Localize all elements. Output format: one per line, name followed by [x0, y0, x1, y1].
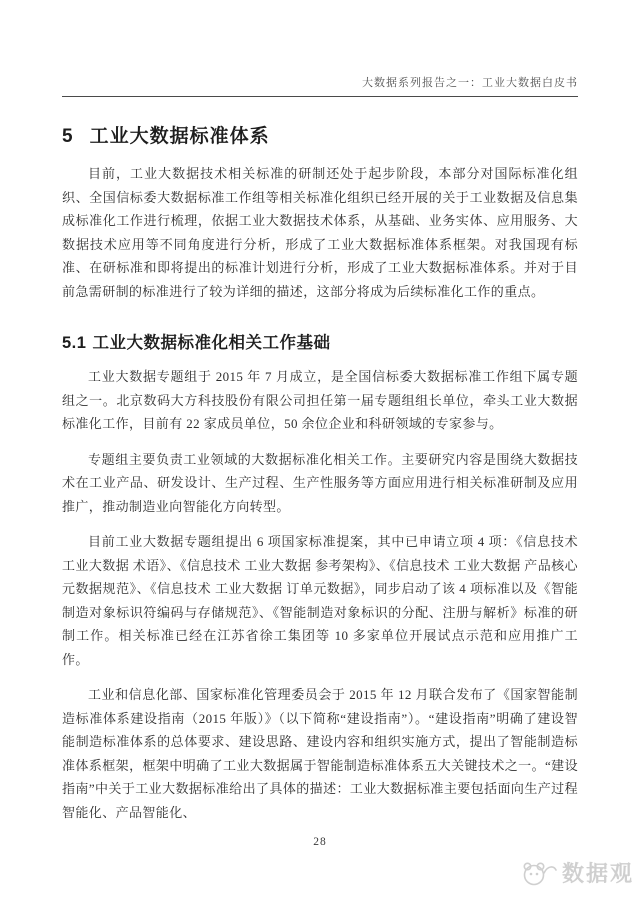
section-paragraph-4: 工业和信息化部、国家标准化管理委员会于 2015 年 12 月联合发布了《国家智能制造标准体系建设指南（2015 年版）》（以下简称“建设指南”）。“建设指南”明确了建设智能制造标准体系的总体要求、建设思路、建设内容和组织实施方式，提出了智能制造标准体系框架，框架中明确了工业大数据属于智能制造标准体系五大关键技术之一。“建设指南”中关于工业大数据标准给出了具体的描述：工业大数据标准主要包括面向生产过程智能化、产品智能化、	[62, 687, 578, 820]
page-content	[62, 0, 578, 824]
panda-logo-icon	[520, 856, 558, 888]
section-paragraph-1: 工业大数据专题组于 2015 年 7 月成立，是全国信标委大数据标准工作组下属专题组之一。北京数码大方科技股份有限公司担任第一届专题组组长单位，牵头工业大数据标准化工作，目前有 22 家成员单位，50 余位企业和科研领域的专家参与。	[62, 369, 578, 431]
section-paragraph-3: 目前工业大数据专题组提出 6 项国家标准提案，其中已申请立项 4 项：《信息技术 工业大数据 术语》、《信息技术 工业大数据 参考架构》、《信息技术 工业大数据 产品核心元数据规范》、《信息技术 工业大数据 订单元数据》，同步启动了该 4 项标准以及《智能制造对象标识符编码与存储规范》、《智能制造对象标识的分配、注册与解析》标准的研制工作。相关标准已经在江苏省徐工集团等 10 多家单位开展试点示范和应用推广工作。	[62, 534, 578, 667]
chapter-heading	[62, 121, 578, 148]
watermark	[520, 856, 634, 888]
section-number: 5.1	[62, 334, 87, 352]
page-number: 28	[313, 836, 327, 848]
watermark-brand-text: 数据观	[561, 860, 634, 886]
section-title: 工业大数据标准化相关工作基础	[92, 334, 331, 352]
chapter-intro-paragraph: 目前，工业大数据技术相关标准的研制还处于起步阶段，本部分对国际标准化组织、全国信标委大数据标准工作组等相关标准化组织已经开展的关于工业数据及信息集成标准化工作进行梳理，依据工业大数据技术体系，从基础、业务实体、应用服务、大数据技术应用等不同角度进行分析，形成了工业大数据标准体系框架。对我国现有标准、在研标准和即将提出的标准计划进行分析，形成了工业大数据标准体系。并对于目前急需研制的标准进行了较为详细的描述，这部分将成为后续标准化工作的重点。	[62, 166, 578, 299]
section-paragraph-2: 专题组主要负责工业领域的大数据标准化相关工作。主要研究内容是围绕大数据技术在工业产品、研发设计、生产过程、生产性服务等方面应用进行相关标准研制及应用推广，推动制造业向智能化方向转型。	[62, 451, 578, 514]
running-header: 大数据系列报告之一：工业大数据白皮书	[62, 0, 578, 97]
chapter-title: 工业大数据标准体系	[89, 126, 270, 147]
section-heading	[62, 329, 578, 353]
chapter-number: 5	[62, 126, 74, 147]
